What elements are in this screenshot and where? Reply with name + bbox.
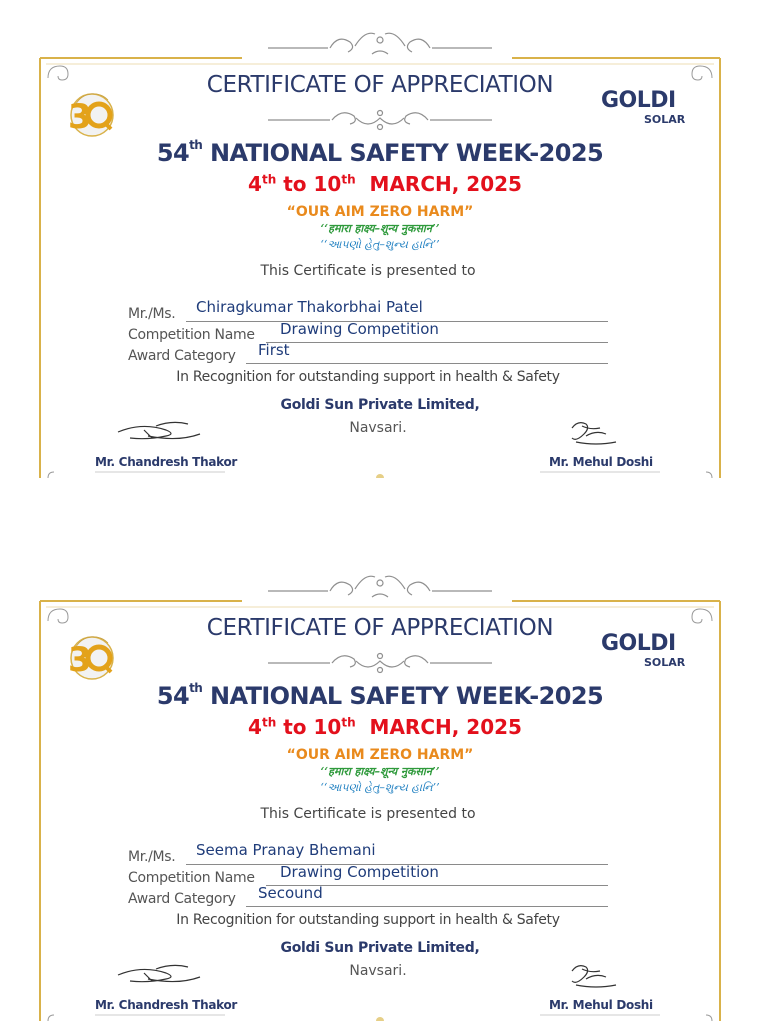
date-to: to <box>283 715 307 739</box>
presented-to-text: This Certificate is presented to <box>260 806 476 822</box>
date-end-suffix: th <box>341 172 356 187</box>
recipient-name: Seema Pranay Bhemani <box>196 841 376 859</box>
event-dates <box>0 715 768 739</box>
competition-label: Competition Name <box>128 870 255 886</box>
edition-number: 54 <box>156 139 190 167</box>
award-category: Secound <box>258 884 323 902</box>
award-label: Award Category <box>128 348 236 364</box>
presented-to-text: This Certificate is presented to <box>260 263 476 279</box>
slogan-gujarati: ‘‘આપણો હેતુ–શુન્ય હાનિ’’ <box>320 781 440 794</box>
top-flourish <box>268 33 492 54</box>
date-month-year: MARCH, 2025 <box>369 715 522 739</box>
competition-underline <box>266 342 608 343</box>
award-label: Award Category <box>128 891 236 907</box>
event-dates <box>0 172 768 196</box>
date-start-suffix: th <box>261 715 277 730</box>
top-flourish <box>268 576 492 597</box>
date-start: 4 <box>248 715 262 739</box>
company-name: Goldi Sun Private Limited, <box>280 940 480 956</box>
signatory-right: Mr. Mehul Doshi <box>549 998 653 1012</box>
competition-label: Competition Name <box>128 327 255 343</box>
edition-suffix: th <box>189 138 203 152</box>
goldi-brand-logo: GOLDI <box>601 631 676 656</box>
certificate-title: CERTIFICATE OF APPRECIATION <box>206 72 554 98</box>
competition-name: Drawing Competition <box>280 863 439 881</box>
recognition-text: In Recognition for outstanding support in health & Safety <box>176 369 560 385</box>
signatory-right: Mr. Mehul Doshi <box>549 455 653 469</box>
signatory-left: Mr. Chandresh Thakor <box>95 998 238 1012</box>
company-city: Navsari. <box>349 963 407 979</box>
svg-text:3: 3 <box>68 640 92 680</box>
title-flourish <box>268 654 492 673</box>
award-underline <box>246 906 608 907</box>
date-end: 10 <box>313 715 342 739</box>
date-to: to <box>283 172 307 196</box>
name-label: Mr./Ms. <box>128 849 176 865</box>
certificate-2 <box>0 543 768 1021</box>
recipient-name: Chiragkumar Thakorbhai Patel <box>196 298 423 316</box>
company-name: Goldi Sun Private Limited, <box>280 397 480 413</box>
event-title <box>0 682 760 710</box>
certificate-title: CERTIFICATE OF APPRECIATION <box>206 615 554 641</box>
brand-subtitle: SOLAR <box>644 113 686 126</box>
edition-suffix: th <box>189 681 203 695</box>
slogan-hindi: ‘‘हमारा हाक्ष्य–शून्य नुकसान’’ <box>320 765 440 778</box>
30-years-quality-logo <box>68 637 113 680</box>
date-end: 10 <box>313 172 342 196</box>
svg-text:3: 3 <box>68 97 92 137</box>
date-end-suffix: th <box>341 715 356 730</box>
award-category: First <box>258 341 290 359</box>
award-underline <box>246 363 608 364</box>
company-city: Navsari. <box>349 420 407 436</box>
signatory-left: Mr. Chandresh Thakor <box>95 455 238 469</box>
slogan-english: “OUR AIM ZERO HARM” <box>286 747 474 763</box>
brand-subtitle: SOLAR <box>644 656 686 669</box>
slogan-english: “OUR AIM ZERO HARM” <box>286 204 474 220</box>
goldi-brand-logo: GOLDI <box>601 88 676 113</box>
slogan-gujarati: ‘‘આપણો હેતુ–શુન્ય હાનિ’’ <box>320 238 440 251</box>
competition-name: Drawing Competition <box>280 320 439 338</box>
event-name: NATIONAL SAFETY WEEK-2025 <box>209 139 604 167</box>
event-name: NATIONAL SAFETY WEEK-2025 <box>209 682 604 710</box>
recognition-text: In Recognition for outstanding support in health & Safety <box>176 912 560 928</box>
date-start-suffix: th <box>261 172 277 187</box>
date-start: 4 <box>248 172 262 196</box>
event-title <box>0 139 760 167</box>
name-label: Mr./Ms. <box>128 306 176 322</box>
title-flourish <box>268 111 492 130</box>
certificate-1 <box>0 0 768 478</box>
slogan-hindi: ‘‘हमारा हाक्ष्य–शून्य नुकसान’’ <box>320 222 440 235</box>
date-month-year: MARCH, 2025 <box>369 172 522 196</box>
edition-number: 54 <box>156 682 190 710</box>
30-years-quality-logo <box>68 94 113 137</box>
